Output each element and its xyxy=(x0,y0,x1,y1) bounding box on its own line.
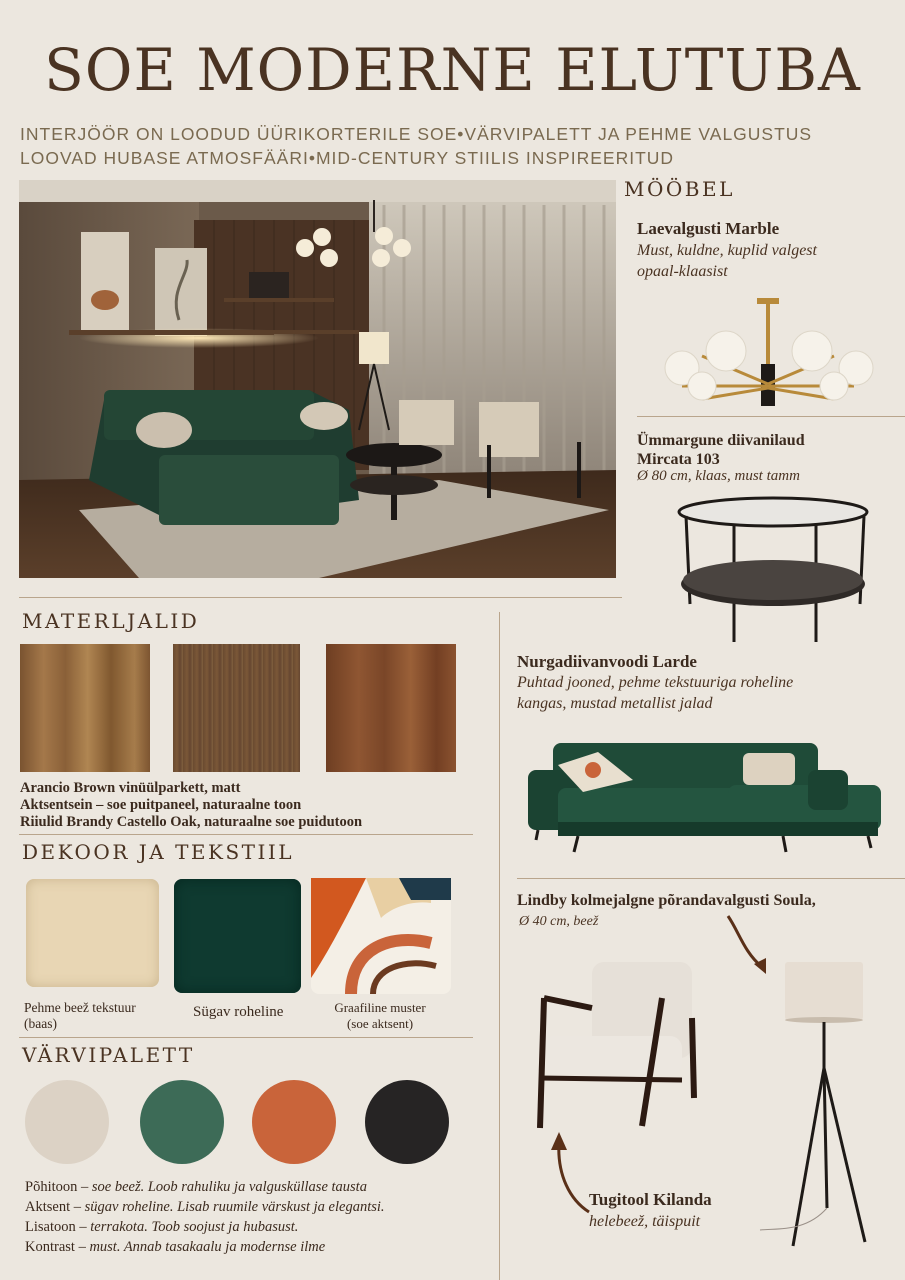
palette-line-label: Aktsent xyxy=(25,1199,71,1215)
sofa-desc xyxy=(517,672,793,714)
chandelier-image xyxy=(662,296,877,411)
materials-line-1: Arancio Brown vinüülparkett, matt xyxy=(20,780,241,796)
pillow-beige-caption-line-1: Pehme beež tekstuur xyxy=(24,1000,136,1015)
lamp-name: Laevalgusti Marble xyxy=(637,219,780,238)
swatch-terracotta xyxy=(252,1080,336,1164)
pillow-graphic-caption-line-2: (soe aktsent) xyxy=(346,1016,414,1031)
palette-line-4 xyxy=(25,1237,385,1257)
divider xyxy=(19,597,622,598)
pillow-graphic-image xyxy=(311,878,451,994)
lamp-desc-line-2: opaal-klaasist xyxy=(637,263,728,280)
swatch-beige xyxy=(25,1080,109,1164)
palette-description xyxy=(25,1177,385,1257)
divider xyxy=(517,878,905,879)
palette-line-2 xyxy=(25,1197,385,1217)
texture-vinyl-parquet xyxy=(20,644,150,772)
pillow-beige-caption xyxy=(24,1000,136,1032)
swatch-black xyxy=(365,1080,449,1164)
swatch-green xyxy=(140,1080,224,1164)
materials-description xyxy=(20,780,362,831)
coffee-table-name xyxy=(637,431,805,469)
palette-line-text: – soe beež. Loob rahuliku ja valgusküllase tausta xyxy=(77,1179,367,1195)
armchair-image xyxy=(532,958,702,1133)
subtitle-line-1: INTERJÖÖR ON LOODUD ÜÜRIKORTERILE SOE•VÄRVIPALETT JA PEHME VALGUSTUS xyxy=(20,124,813,144)
coffee-table-name-line-2: Mircata 103 xyxy=(637,451,720,468)
pillow-beige-image xyxy=(26,879,159,987)
palette-line-label: Põhitoon xyxy=(25,1179,78,1195)
coffee-table-name-line-1: Ümmargune diivanilaud xyxy=(637,432,805,449)
palette-line-1 xyxy=(25,1177,385,1197)
pillow-green-caption: Sügav roheline xyxy=(193,1004,284,1020)
subtitle-line-2: LOOVAD HUBASE ATMOSFÄÄRI•MID-CENTURY STIILIS INSPIREERITUD xyxy=(20,148,675,168)
armchair-name: Tugitool Kilanda xyxy=(589,1190,712,1209)
lamp-desc xyxy=(637,240,817,282)
page-subtitle xyxy=(20,122,890,170)
materials-line-3: Riiulid Brandy Castello Oak, naturaalne soe puidutoon xyxy=(20,814,363,830)
sofa-image xyxy=(528,740,883,855)
armchair-desc: helebeež, täispuit xyxy=(589,1213,701,1230)
floor-lamp-name: Lindby kolmejalgne põrandavalgusti Soula, xyxy=(517,892,816,909)
divider xyxy=(499,612,500,1280)
divider xyxy=(19,1037,473,1038)
pillow-beige-caption-line-2: (baas) xyxy=(24,1016,57,1031)
sofa-name: Nurgadiivanvoodi Larde xyxy=(517,652,697,671)
section-title-furniture: MÖÖBEL xyxy=(624,177,735,201)
arrow-icon xyxy=(545,1130,595,1216)
coffee-table-desc: Ø 80 cm, klaas, must tamm xyxy=(637,468,800,484)
section-title-materials: MATERLJALID xyxy=(22,609,200,633)
divider xyxy=(19,834,473,835)
page-title: SOE MODERNE ELUTUBA xyxy=(44,36,861,104)
section-title-palette: VÄRVIPALETT xyxy=(22,1043,195,1067)
pillow-graphic-caption xyxy=(315,1000,445,1032)
sofa-desc-line-2: kangas, mustad metallist jalad xyxy=(517,695,713,712)
palette-line-text: – sügav roheline. Lisab ruumile värskust ja elegantsi. xyxy=(70,1199,385,1215)
palette-line-text: – must. Annab tasakaalu ja modernse ilme xyxy=(74,1239,326,1255)
palette-line-text: – terrakota. Toob soojust ja hubasust. xyxy=(75,1219,299,1235)
coffee-table-image xyxy=(676,496,872,646)
palette-line-label: Lisatoon xyxy=(25,1219,76,1235)
room-render-image xyxy=(19,180,616,578)
pillow-green-image xyxy=(174,879,301,993)
palette-line-3 xyxy=(25,1217,385,1237)
divider xyxy=(637,416,905,417)
palette-line-label: Kontrast xyxy=(25,1239,75,1255)
section-title-decor: DEKOOR JA TEKSTIIL xyxy=(22,840,295,864)
floor-lamp-image xyxy=(755,958,895,1258)
floor-lamp-desc: Ø 40 cm, beež xyxy=(519,914,599,929)
texture-wood-panel xyxy=(173,644,300,772)
materials-line-2: Aktsentsein – soe puitpaneel, naturaalne toon xyxy=(20,797,302,813)
pillow-graphic-caption-line-1: Graafiline muster xyxy=(334,1000,426,1015)
texture-shelf-oak xyxy=(326,644,456,772)
sofa-desc-line-1: Puhtad jooned, pehme tekstuuriga roheline xyxy=(517,674,794,691)
lamp-desc-line-1: Must, kuldne, kuplid valgest xyxy=(637,242,817,259)
